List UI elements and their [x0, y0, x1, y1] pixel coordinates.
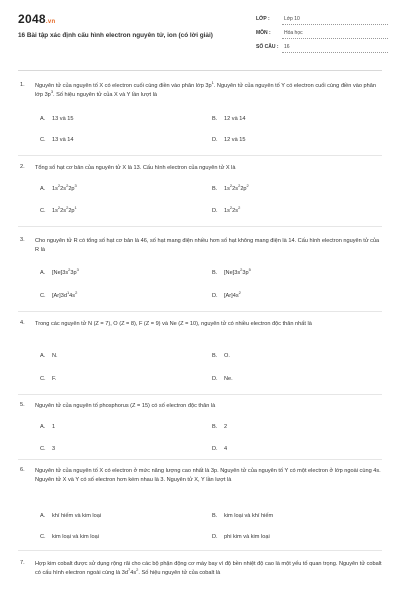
option-text: 3: [52, 446, 56, 452]
option-a[interactable]: [40, 267, 79, 276]
question-text: Nguyên tử của nguyên tố X có electron cuối cùng điền vào phân lớp $3p^1$. Nguyên tử của nguyên tố Y có electron cuối cùng điền vào phân lớp $3p^3$. Số hiệu nguyên tử của X và Y lần lượt là: [35, 80, 376, 98]
option-letter: A.: [40, 513, 46, 519]
option-text: 12 và 14: [224, 116, 246, 122]
meta-row-count: [256, 42, 388, 56]
option-text: $[Ne]3s^23p^5$: [224, 267, 251, 276]
meta-underline: [282, 52, 388, 53]
meta-label: LỚP :: [256, 16, 270, 22]
option-text: phi kim và kim loại: [224, 534, 270, 540]
option-letter: C.: [40, 446, 46, 452]
option-d[interactable]: [212, 376, 233, 382]
question-text: Cho nguyên tử R có tổng số hạt cơ bản là 46, số hạt mang điện nhiều hơn số hạt không mang điện là 14. Cấu hình electron nguyên tử của R là: [35, 238, 380, 253]
option-letter: C.: [40, 534, 46, 540]
option-text: $[Ar]4s^2$: [224, 290, 241, 299]
question-number: 7.: [20, 560, 25, 566]
option-letter: D.: [212, 534, 218, 540]
option-text: $1s^22s^22p^3$: [52, 183, 77, 192]
option-b[interactable]: [212, 353, 230, 359]
document-meta: [256, 14, 388, 56]
option-d[interactable]: [212, 446, 227, 452]
option-d[interactable]: [212, 205, 241, 214]
question-text: Hợp kim cobalt được sử dụng rộng rãi cho các bộ phận động cơ máy bay vì độ bền nhiệt độ cao là một yếu tố quan trọng. Nguyên tử cobalt có cấu hình electron ngoài cùng là $3d^74s^2$. Số hiệu nguyên tử của cobalt là: [35, 561, 382, 576]
site-logo[interactable]: [18, 12, 55, 26]
question-text: Nguyên tử của nguyên tố X có electron ở mức năng lượng cao nhất là 3p. Nguyên tử của nguyên tố Y có một electron ở lớp ngoài cùng 4s. Nguyên tử X và Y có số electron hơn kém nhau là 3. Nguyên tử X, Y lần lượt là: [35, 468, 381, 483]
meta-value: Lớp 10: [284, 16, 300, 22]
option-letter: B.: [212, 424, 218, 430]
option-text: 4: [224, 446, 228, 452]
option-c[interactable]: [40, 376, 56, 382]
option-text: 1: [52, 424, 56, 430]
option-letter: C.: [40, 137, 46, 143]
option-letter: A.: [40, 270, 46, 276]
document-title: 16 Bài tập xác định cấu hình electron nguyên tử, ion (có lời giải): [18, 32, 213, 39]
option-letter: B.: [212, 186, 218, 192]
option-b[interactable]: [212, 267, 251, 276]
question-number: 5.: [20, 402, 25, 408]
question-divider: [18, 155, 382, 156]
question-number: 4.: [20, 320, 25, 326]
option-letter: D.: [212, 137, 218, 143]
option-c[interactable]: [40, 446, 55, 452]
option-c[interactable]: [40, 137, 73, 143]
option-letter: A.: [40, 116, 46, 122]
option-a[interactable]: [40, 116, 73, 122]
option-letter: D.: [212, 293, 218, 299]
option-text: 13 và 15: [52, 116, 74, 122]
question-number: 1.: [20, 82, 25, 88]
option-d[interactable]: [212, 137, 245, 143]
meta-value: Hóa học: [284, 30, 303, 36]
question-text: Trong các nguyên tử N (Z = 7), O (Z = 8), F (Z = 9) và Ne (Z = 10), nguyên tử có nhiều electron độc thân nhất là: [35, 321, 312, 327]
meta-value: 16: [284, 44, 290, 50]
option-letter: C.: [40, 293, 46, 299]
option-letter: A.: [40, 186, 46, 192]
meta-underline: [282, 24, 388, 25]
logo-text: 2048: [18, 12, 46, 26]
option-letter: A.: [40, 353, 46, 359]
option-a[interactable]: [40, 353, 58, 359]
question-number: 2.: [20, 164, 25, 170]
option-letter: B.: [212, 116, 218, 122]
option-letter: D.: [212, 376, 218, 382]
question-divider: [18, 394, 382, 395]
option-text: $1s^22s^2$: [224, 205, 241, 214]
option-text: $1s^22s^22p^2$: [224, 183, 249, 192]
option-c[interactable]: [40, 290, 78, 299]
option-text: kim loại và kim loại: [52, 534, 99, 540]
option-letter: B.: [212, 353, 218, 359]
option-text: 2: [224, 424, 228, 430]
option-b[interactable]: [212, 513, 273, 519]
option-text: 13 và 14: [52, 137, 74, 143]
option-text: 12 và 15: [224, 137, 246, 143]
option-letter: A.: [40, 424, 46, 430]
meta-row-subject: [256, 28, 388, 42]
option-c[interactable]: [40, 534, 99, 540]
question-number: 6.: [20, 467, 25, 473]
option-b[interactable]: [212, 116, 245, 122]
question-divider: [18, 459, 382, 460]
option-b[interactable]: [212, 183, 249, 192]
logo-suffix: .vn: [45, 19, 56, 25]
question-divider: [18, 550, 382, 551]
option-a[interactable]: [40, 513, 101, 519]
option-letter: D.: [212, 208, 218, 214]
meta-underline: [282, 38, 388, 39]
header-divider: [18, 70, 382, 71]
option-letter: B.: [212, 513, 218, 519]
option-text: khí hiếm và kim loại: [52, 513, 102, 519]
option-text: N.: [52, 353, 58, 359]
option-text: F.: [52, 376, 57, 382]
option-text: Ne.: [224, 376, 233, 382]
meta-row-class: [256, 14, 388, 28]
option-d[interactable]: [212, 534, 270, 540]
option-text: O.: [224, 353, 230, 359]
option-text: $[Ne]3s^23p^3$: [52, 267, 79, 276]
option-letter: C.: [40, 208, 46, 214]
question-text: Tổng số hạt cơ bản của nguyên tử X là 13. Cấu hình electron của nguyên tử X là: [35, 165, 236, 171]
option-a[interactable]: [40, 424, 55, 430]
option-a[interactable]: [40, 183, 77, 192]
question-text: Nguyên tử của nguyên tố phosphorus (Z = 15) có số electron độc thân là: [35, 403, 216, 409]
meta-label: MÔN :: [256, 30, 271, 36]
option-b[interactable]: [212, 424, 227, 430]
question-divider: [18, 311, 382, 312]
option-text: $[Ar]3d^14s^2$: [52, 290, 78, 299]
question-number: 3.: [20, 237, 25, 243]
meta-label: SỐ CÂU :: [256, 44, 279, 50]
option-letter: C.: [40, 376, 46, 382]
option-text: kim loại và khí hiếm: [224, 513, 274, 519]
question-divider: [18, 226, 382, 227]
option-letter: D.: [212, 446, 218, 452]
option-c[interactable]: [40, 205, 77, 214]
option-letter: B.: [212, 270, 218, 276]
page-header: [0, 0, 400, 72]
option-d[interactable]: [212, 290, 241, 299]
option-text: $1s^22s^22p^1$: [52, 205, 77, 214]
